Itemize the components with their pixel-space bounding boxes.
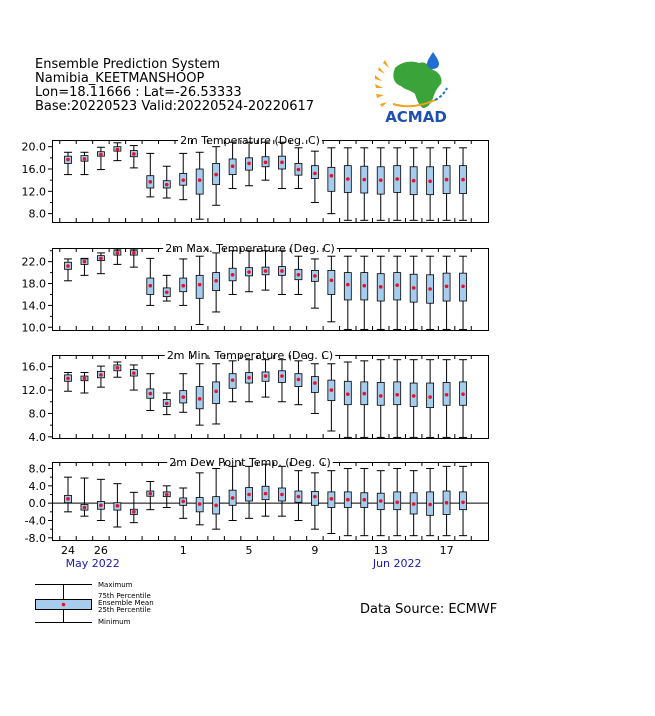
mean-marker-1-20 <box>395 283 399 287</box>
mean-marker-1-19 <box>379 285 383 289</box>
x-tick-label-4: 9 <box>311 544 319 557</box>
y-tick-label-3-1: -4.0 <box>24 514 46 528</box>
mean-marker-2-0 <box>66 377 70 381</box>
data-source: Data Source: ECMWF <box>360 602 498 617</box>
y-tick-label-1-2: 18.0 <box>21 277 46 291</box>
mean-marker-3-8 <box>198 502 202 506</box>
mean-marker-0-21 <box>412 179 416 183</box>
x-tick-label-5: 13 <box>373 544 388 557</box>
mean-marker-2-2 <box>99 373 103 377</box>
panel-frame-3 <box>53 463 489 541</box>
mean-marker-1-15 <box>313 274 317 278</box>
mean-marker-3-12 <box>264 492 268 496</box>
x-tick-label-0: 24 <box>61 544 75 557</box>
mean-marker-1-1 <box>83 260 87 264</box>
mean-marker-1-5 <box>149 284 153 288</box>
y-tick-label-2-3: 16.0 <box>21 360 46 374</box>
legend-maximum: Maximum <box>98 581 133 589</box>
mean-marker-2-20 <box>395 393 399 397</box>
mean-marker-1-22 <box>428 287 432 291</box>
legend <box>30 580 220 630</box>
mean-marker-0-22 <box>428 179 432 183</box>
mean-marker-1-13 <box>280 269 284 273</box>
mean-marker-0-17 <box>346 177 350 181</box>
mean-marker-3-6 <box>165 493 169 497</box>
mean-marker-0-8 <box>198 178 202 182</box>
mean-marker-2-4 <box>132 371 136 375</box>
header-base-valid: Base:20220523 Valid:20220524-20220617 <box>35 99 315 114</box>
mean-marker-2-23 <box>445 393 449 397</box>
x-tick-label-2: 1 <box>179 544 187 557</box>
mean-marker-2-13 <box>280 374 284 378</box>
panel-frame-0 <box>53 141 489 223</box>
panel-title-3: 2m Dew Point Temp. (Deg. C) <box>169 456 331 469</box>
y-tick-label-2-0: 4.0 <box>28 430 46 444</box>
mean-marker-0-6 <box>165 183 169 187</box>
header-coordinates: Lon=18.11666 : Lat=-26.53333 <box>35 85 242 100</box>
mean-marker-2-7 <box>181 395 185 399</box>
mean-marker-2-17 <box>346 392 350 396</box>
mean-marker-1-2 <box>99 257 103 261</box>
mean-marker-3-13 <box>280 493 284 497</box>
mean-marker-3-10 <box>231 496 235 500</box>
mean-marker-1-10 <box>231 273 235 277</box>
y-tick-label-2-2: 12.0 <box>21 384 46 398</box>
x-tick-label-1: 26 <box>93 544 108 557</box>
panel-title-2: 2m Min. Temperature (Deg. C) <box>166 349 334 362</box>
mean-marker-2-9 <box>214 389 218 393</box>
panel-frame-1 <box>53 249 489 331</box>
mean-marker-2-19 <box>379 394 383 398</box>
mean-marker-1-23 <box>445 284 449 288</box>
mean-marker-2-16 <box>330 388 334 392</box>
mean-marker-0-20 <box>395 177 399 181</box>
mean-marker-1-3 <box>116 251 120 255</box>
y-tick-label-1-0: 10.0 <box>21 321 46 335</box>
y-tick-label-1-1: 14.0 <box>21 299 46 313</box>
legend-25th-percentile: 25th Percentile <box>98 606 151 614</box>
mean-marker-1-21 <box>412 286 416 290</box>
y-tick-label-3-4: 8.0 <box>28 462 46 476</box>
mean-marker-0-18 <box>362 178 366 182</box>
mean-marker-0-4 <box>132 152 136 156</box>
mean-marker-3-2 <box>99 504 103 508</box>
mean-marker-1-4 <box>132 251 136 255</box>
mean-marker-1-0 <box>66 264 70 268</box>
mean-marker-3-18 <box>362 498 366 502</box>
y-tick-label-0-2: 16.0 <box>21 163 46 177</box>
mean-marker-0-12 <box>264 161 268 165</box>
x-tick-label-6: 17 <box>439 544 454 557</box>
y-tick-label-2-1: 8.0 <box>28 407 46 421</box>
mean-marker-0-13 <box>280 161 284 165</box>
mean-marker-2-5 <box>149 392 153 396</box>
legend-ensemble-mean: Ensemble Mean <box>98 599 154 607</box>
mean-marker-3-21 <box>412 502 416 506</box>
mean-marker-1-11 <box>247 270 251 274</box>
mean-marker-0-0 <box>66 158 70 162</box>
y-tick-label-3-2: 0.0 <box>28 497 46 511</box>
mean-marker-3-23 <box>445 501 449 505</box>
mean-marker-1-9 <box>214 279 218 283</box>
mean-marker-2-24 <box>461 392 465 396</box>
month-label-0: May 2022 <box>65 557 120 570</box>
mean-marker-0-16 <box>330 174 334 178</box>
mean-marker-3-11 <box>247 493 251 497</box>
header-station: Namibia_KEETMANSHOOP <box>35 71 205 86</box>
box-2-19 <box>377 382 384 405</box>
mean-marker-1-12 <box>264 269 268 273</box>
mean-marker-1-17 <box>346 283 350 287</box>
legend-75th-percentile: 75th Percentile <box>98 592 151 600</box>
mean-marker-3-9 <box>214 504 218 508</box>
header-system: Ensemble Prediction System <box>35 57 221 72</box>
mean-marker-3-3 <box>116 504 120 508</box>
mean-marker-0-1 <box>83 157 87 161</box>
logo-text: ACMAD <box>385 108 447 126</box>
mean-marker-2-22 <box>428 395 432 399</box>
mean-marker-1-16 <box>330 278 334 282</box>
mean-marker-1-6 <box>165 290 169 294</box>
mean-marker-0-2 <box>99 153 103 157</box>
mean-marker-2-1 <box>83 377 87 381</box>
mean-marker-1-24 <box>461 284 465 288</box>
y-tick-label-0-1: 12.0 <box>21 185 46 199</box>
mean-marker-0-11 <box>247 162 251 166</box>
mean-marker-0-3 <box>116 148 120 152</box>
mean-marker-3-17 <box>346 498 350 502</box>
mean-marker-0-9 <box>214 173 218 177</box>
legend-minimum: Minimum <box>98 618 131 626</box>
mean-marker-3-16 <box>330 497 334 501</box>
mean-marker-2-3 <box>116 366 120 370</box>
mean-marker-3-1 <box>83 506 87 510</box>
mean-marker-2-6 <box>165 402 169 406</box>
mean-marker-2-11 <box>247 376 251 380</box>
mean-marker-0-23 <box>445 178 449 182</box>
mean-marker-0-7 <box>181 178 185 182</box>
mean-marker-3-0 <box>66 497 70 501</box>
box-1-16 <box>328 270 335 294</box>
mean-marker-3-15 <box>313 495 317 499</box>
y-tick-label-3-3: 4.0 <box>28 479 46 493</box>
mean-marker-3-5 <box>149 492 153 496</box>
mean-marker-0-15 <box>313 172 317 176</box>
panel-title-1: 2m Max. Temperature (Deg. C) <box>165 242 335 255</box>
mean-marker-2-10 <box>231 378 235 382</box>
month-label-1: Jun 2022 <box>372 557 422 570</box>
mean-marker-2-14 <box>297 378 301 382</box>
mean-marker-3-14 <box>297 495 301 499</box>
mean-marker-0-19 <box>379 178 383 182</box>
mean-marker-1-18 <box>362 284 366 288</box>
mean-marker-3-4 <box>132 510 136 514</box>
mean-marker-0-10 <box>231 164 235 168</box>
box-1-8 <box>196 275 203 298</box>
mean-marker-3-24 <box>461 501 465 505</box>
mean-marker-2-8 <box>198 397 202 401</box>
legend-mean-marker <box>62 603 66 607</box>
mean-marker-1-8 <box>198 283 202 287</box>
mean-marker-2-15 <box>313 381 317 385</box>
y-tick-label-0-3: 20.0 <box>21 140 46 154</box>
box-0-16 <box>328 167 335 191</box>
mean-marker-2-18 <box>362 392 366 396</box>
y-tick-label-3-0: -8.0 <box>24 531 46 545</box>
mean-marker-1-14 <box>297 273 301 277</box>
mean-marker-3-20 <box>395 501 399 505</box>
mean-marker-0-14 <box>297 168 301 172</box>
mean-marker-1-7 <box>181 284 185 288</box>
mean-marker-3-19 <box>379 499 383 503</box>
mean-marker-3-22 <box>428 503 432 507</box>
panel-title-0: 2m Temperature (Deg. C) <box>180 134 320 147</box>
x-tick-label-3: 5 <box>245 544 253 557</box>
mean-marker-0-5 <box>149 180 153 184</box>
mean-marker-2-21 <box>412 394 416 398</box>
mean-marker-3-7 <box>181 500 185 504</box>
mean-marker-0-24 <box>461 178 465 182</box>
y-tick-label-0-0: 8.0 <box>28 207 46 221</box>
y-tick-label-1-3: 22.0 <box>21 255 46 269</box>
mean-marker-2-12 <box>264 374 268 378</box>
